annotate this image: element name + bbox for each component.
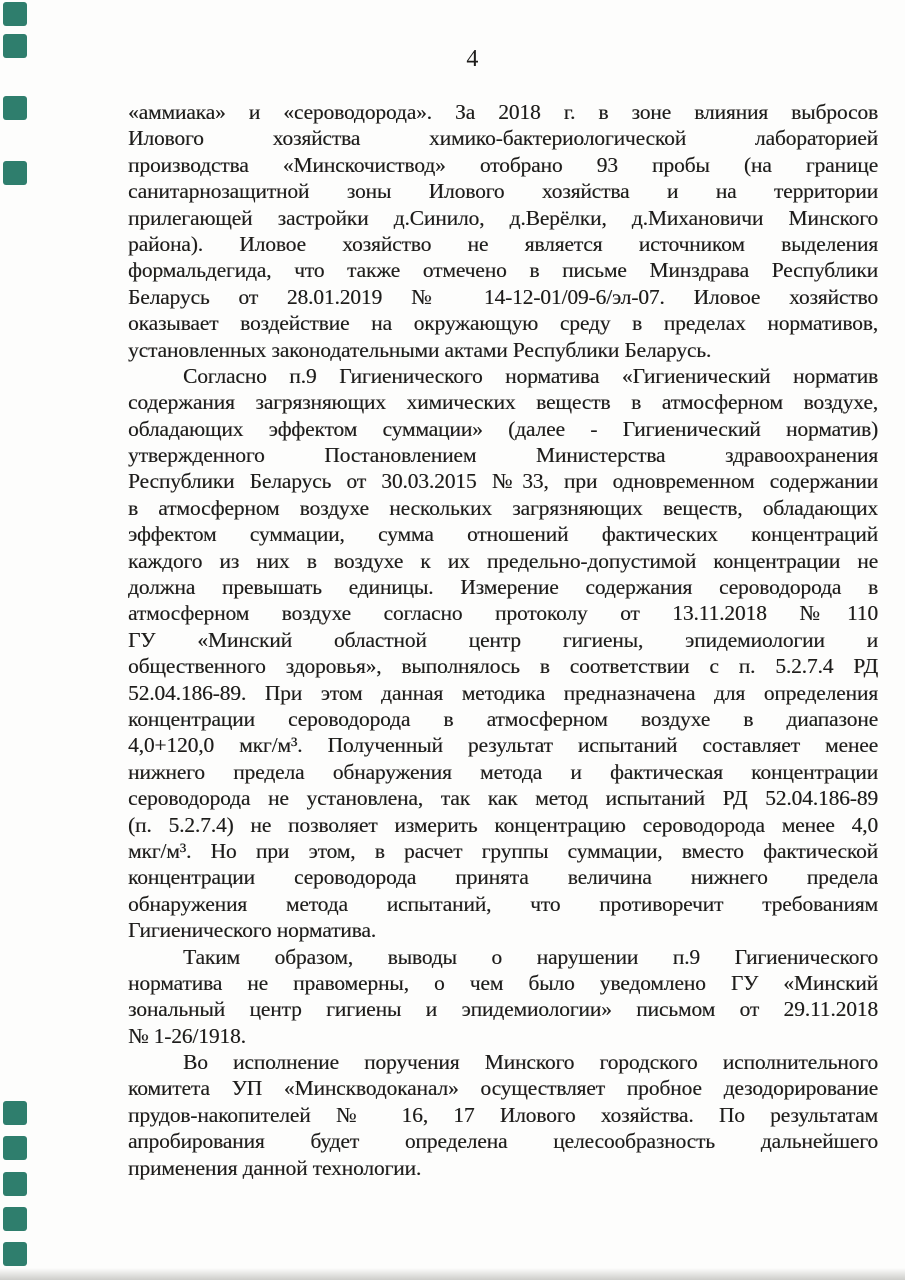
text-line: производства «Минскочиствод» отобрано 93 пробы (на границе <box>128 152 878 177</box>
text-line: Согласно п.9 Гигиенического норматива «Гигиенический норматив <box>183 363 878 388</box>
scan-edge-shadow <box>0 1268 905 1280</box>
margin-mark-square <box>3 1242 27 1266</box>
margin-mark-square <box>3 96 27 120</box>
text-line: Беларусь от 28.01.2019 № 14-12-01/09-6/эл-07. Иловое хозяйство <box>128 284 878 309</box>
text-line: применения данной технологии. <box>128 1155 422 1180</box>
text-line: эффектом суммации, сумма отношений фактических концентраций <box>128 522 878 547</box>
text-line: формальдегида, что также отмечено в письме Минздрава Республики <box>128 258 878 283</box>
text-line: общественного здоровья», выполнялось в соответствии с п. 5.2.7.4 РД <box>128 654 878 679</box>
text-line: атмосферном воздухе согласно протоколу от 13.11.2018 №110 <box>128 601 878 626</box>
text-line: (п. 5.2.7.4) не позволяет измерить концентрацию сероводорода менее 4,0 <box>128 812 878 837</box>
margin-mark-square <box>3 1207 27 1231</box>
text-line: норматива не правомерны, о чем было уведомлено ГУ «Минский <box>128 970 878 995</box>
margin-mark-square <box>3 34 27 58</box>
document-body <box>128 99 878 1181</box>
text-line: утвержденного Постановлением Министерства здравоохранения <box>128 443 878 468</box>
text-line: Гигиенического норматива. <box>128 918 377 943</box>
text-line: установленных законодательными актами Республики Беларусь. <box>128 337 712 362</box>
text-line: концентрации сероводорода в атмосферном воздухе в диапазоне <box>128 706 878 731</box>
text-line: концентрации сероводорода принята величина нижнего предела <box>128 865 878 890</box>
text-line: обнаружения метода испытаний, что противоречит требованиям <box>128 891 878 916</box>
margin-mark-square <box>3 161 27 185</box>
margin-mark-square <box>3 1172 27 1196</box>
text-line: санитарнозащитной зоны Илового хозяйства и на территории <box>128 179 878 204</box>
text-line: апробирования будет определена целесообразность дальнейшего <box>128 1129 878 1154</box>
page-number: 4 <box>466 46 479 72</box>
text-line: 52.04.186-89. При этом данная методика предназначена для определения <box>128 680 878 705</box>
margin-mark-square <box>3 2 27 26</box>
text-line: должна превышать единицы. Измерение содержания сероводорода в <box>128 575 878 600</box>
text-line: Илового хозяйства химико-бактериологической лабораторией <box>128 126 878 151</box>
text-line: зональный центр гигиены и эпидемиологии» письмом от 29.11.2018 <box>128 997 878 1022</box>
text-line: сероводорода не установлена, так как метод испытаний РД 52.04.186-89 <box>128 786 878 811</box>
text-line: каждого из них в воздухе к их предельно-допустимой концентрации не <box>128 548 878 573</box>
text-line: обладающих эффектом суммации» (далее - Гигиенический норматив) <box>128 416 878 441</box>
text-line: Таким образом, выводы о нарушении п.9 Гигиенического <box>183 944 878 969</box>
text-line: содержания загрязняющих химических веществ в атмосферном воздухе, <box>128 390 878 415</box>
text-line: № 1-26/1918. <box>128 1023 246 1048</box>
text-line: Республики Беларусь от 30.03.2015 №33, при одновременном содержании <box>128 469 878 494</box>
text-line: комитета УП «Минскводоканал» осуществляет пробное дезодорирование <box>128 1076 878 1101</box>
text-line: оказывает воздействие на окружающую среду в пределах нормативов, <box>128 311 878 336</box>
text-line: мкг/м³. Но при этом, в расчет группы суммации, вместо фактической <box>128 838 878 863</box>
text-line: ГУ «Минский областной центр гигиены, эпидемиологии и <box>128 627 878 652</box>
text-line: 4,0+120,0 мкг/м³. Полученный результат испытаний составляет менее <box>128 733 878 758</box>
text-line: района). Иловое хозяйство не является источником выделения <box>128 231 878 256</box>
text-line: нижнего предела обнаружения метода и фактическая концентрации <box>128 759 878 784</box>
text-line: «аммиака» и «сероводорода». За 2018 г. в зоне влияния выбросов <box>128 100 878 124</box>
margin-mark-square <box>3 1136 27 1160</box>
text-line: в атмосферном воздухе нескольких загрязняющих веществ, обладающих <box>128 495 878 520</box>
text-line: Во исполнение поручения Минского городского исполнительного <box>183 1050 878 1075</box>
margin-mark-square <box>3 1101 27 1125</box>
text-line: прудов-накопителей № 16, 17 Илового хозяйства. По результатам <box>128 1102 878 1127</box>
text-line: прилегающей застройки д.Синило, д.Верёлки, д.Михановичи Минского <box>128 205 878 230</box>
